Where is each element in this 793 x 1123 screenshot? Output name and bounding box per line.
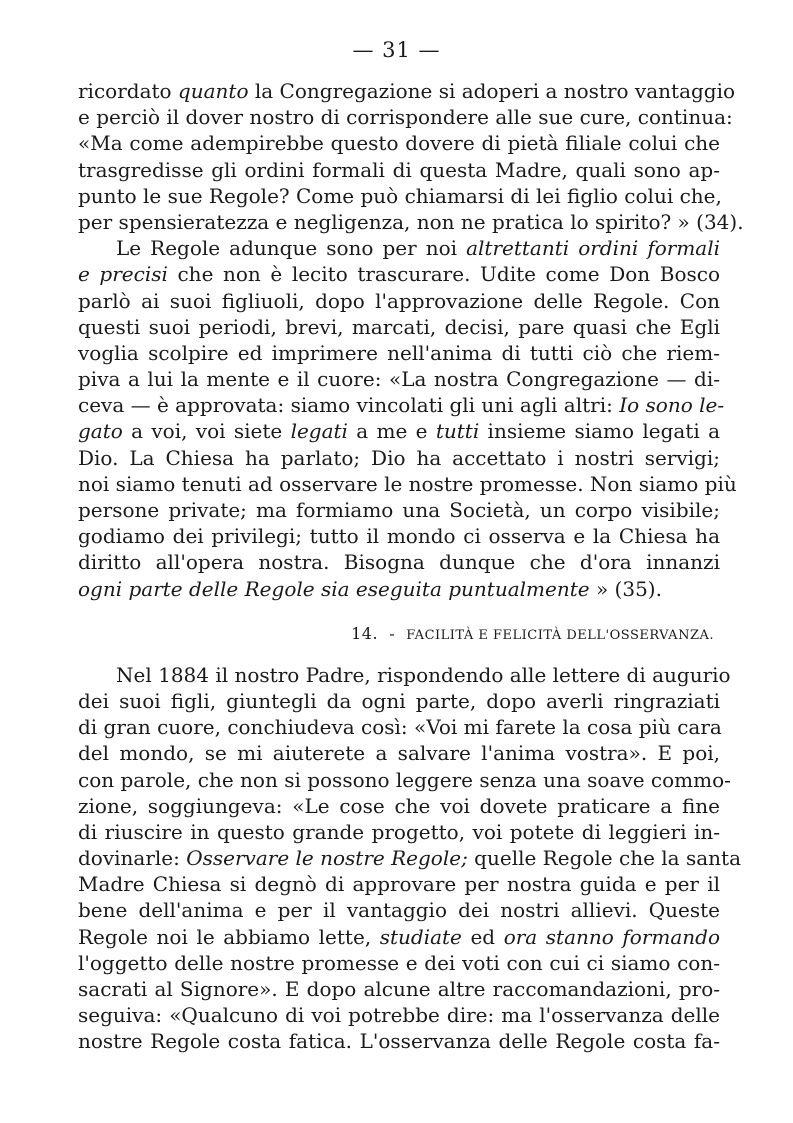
text-run: a me e — [347, 419, 436, 444]
text-line — [78, 392, 725, 418]
text-line — [78, 897, 720, 923]
text-run: l'oggetto delle nostre promesse e dei voti con cui ci siamo con- — [78, 950, 720, 975]
text-line — [78, 261, 720, 287]
text-run: diritto all'opera nostra. Bisogna dunque che d'ora innanzi — [78, 550, 720, 575]
italic-run: gato — [78, 419, 123, 444]
paragraph-group-2 — [78, 662, 741, 1055]
text-line — [78, 845, 741, 871]
text-run: Le Regole adunque sono per noi — [116, 236, 467, 261]
text-run: e perciò il dover nostro di corrispondere alle sue cure, continua: — [78, 105, 733, 130]
text-line — [78, 523, 720, 549]
text-run: Regole noi le abbiamo lette, — [78, 924, 380, 949]
text-run: Dio. La Chiesa ha parlato; Dio ha accettato i nostri servigi; — [78, 445, 720, 470]
italic-run: tutti — [435, 419, 480, 444]
text-run: godiamo dei privilegi; tutto il mondo ci osserva e la Chiesa ha — [78, 524, 720, 549]
text-line — [78, 288, 720, 314]
text-line — [78, 209, 744, 235]
text-run: parlò ai suoi figliuoli, dopo l'approvazione delle Regole. Con — [78, 288, 720, 313]
text-line — [78, 576, 720, 602]
text-run: piva a lui la mente e il cuore: «La nostra Congregazione — di- — [78, 367, 720, 392]
text-run: » (35). — [589, 576, 662, 601]
text-run: questi suoi periodi, brevi, marcati, decisi, pare quasi che Egli — [78, 314, 720, 339]
italic-run: Io sono le- — [619, 393, 725, 418]
italic-run: altrettanti ordini formali — [466, 236, 721, 261]
text-run: del mondo, se mi aiuterete a salvare l'anima vostra». E poi, — [78, 741, 720, 766]
italic-run: Osservare le nostre Regole; — [186, 846, 468, 871]
text-run: voglia scolpire ed imprimere nell'anima di tutti ciò che riem- — [78, 340, 720, 365]
text-line — [78, 340, 720, 366]
text-line — [78, 688, 720, 714]
text-run: seguiva: «Qualcuno di voi potrebbe dire: ma l'osservanza delle — [78, 1003, 720, 1028]
text-line — [78, 1028, 720, 1054]
italic-run: ora stanno formando — [503, 924, 720, 949]
text-line — [78, 471, 737, 497]
italic-run: e precisi — [78, 262, 168, 287]
text-run: ed — [461, 924, 504, 949]
text-run: per spensieratezza e negligenza, non ne pratica lo spirito? » (34). — [78, 209, 744, 234]
text-run: zione, soggiungeva: «Le cose che voi dovete praticare a fine — [78, 793, 720, 818]
section-number: 14. — [351, 623, 379, 643]
text-run: punto le sue Regole? Come può chiamarsi di lei figlio colui che, — [78, 183, 722, 208]
paragraph-group-1 — [78, 78, 744, 602]
italic-run: quanto — [177, 79, 249, 103]
text-run: Madre Chiesa si degnò di approvare per nostra guida e per il — [78, 872, 720, 897]
text-run: noi siamo tenuti ad osservare le nostre promesse. Non siamo più — [78, 471, 737, 496]
section-dash: - — [389, 623, 396, 643]
text-run: dei suoi figli, giuntegli da ogni parte, dopo averli ringraziati — [78, 688, 720, 713]
text-run: insieme siamo legati a — [479, 419, 720, 444]
text-line — [78, 767, 731, 793]
text-line — [78, 793, 720, 819]
text-line — [78, 445, 720, 471]
text-run: la Congregazione si adoperi a nostro vantaggio — [248, 79, 736, 103]
text-line — [78, 549, 720, 575]
text-line — [78, 871, 720, 897]
text-line — [78, 976, 720, 1002]
text-line — [78, 662, 731, 688]
text-line — [78, 740, 720, 766]
body-text — [78, 78, 744, 1055]
section-heading — [78, 602, 720, 652]
text-line — [78, 714, 720, 740]
text-run: che non è lecito trascurare. Udite come Don Bosco — [167, 262, 720, 287]
text-run: con parole, che non si possono leggere senza una soave commo- — [78, 767, 731, 792]
text-line — [78, 418, 720, 444]
text-line — [78, 924, 720, 950]
text-line — [78, 1002, 720, 1028]
text-run: ceva — è approvata: siamo vincolati gli uni agli altri: — [78, 393, 620, 418]
text-run: ricordato — [78, 79, 178, 103]
text-line — [78, 157, 720, 183]
text-line — [78, 950, 720, 976]
text-run: persone private; ma formiamo una Società, un corpo visibile; — [78, 498, 720, 522]
text-run: dovinarle: — [78, 846, 187, 871]
text-line — [78, 104, 733, 130]
text-line — [78, 497, 720, 523]
text-line — [78, 314, 720, 340]
text-run: trasgredisse gli ordini formali di questa Madre, quali sono ap- — [78, 157, 720, 182]
text-run: Nel 1884 il nostro Padre, rispondendo alle lettere di augurio — [116, 662, 731, 687]
page-number: — 31 — — [352, 38, 441, 62]
text-run: a voi, voi siete — [122, 419, 291, 444]
text-run: quelle Regole che la santa — [467, 846, 741, 871]
text-line — [78, 78, 736, 104]
heading-gap — [78, 652, 720, 662]
text-line — [78, 183, 720, 209]
text-line — [78, 366, 720, 392]
italic-run: legati — [290, 419, 348, 444]
text-run: sacrati al Signore». E dopo alcune altre raccomandazioni, pro- — [78, 977, 720, 1001]
text-run: nostre Regole costa fatica. L'osservanza delle Regole costa fa- — [78, 1029, 720, 1054]
text-run: di riuscire in questo grande progetto, voi potete di leggieri in- — [78, 819, 720, 844]
text-run: bene dell'anima e per il vantaggio dei nostri allievi. Queste — [78, 898, 720, 923]
italic-run: ogni parte delle Regole sia eseguita puntualmente — [78, 576, 590, 601]
italic-run: studiate — [379, 924, 462, 949]
text-line — [78, 235, 720, 261]
text-run: di gran cuore, conchiudeva così: «Voi mi farete la cosa più cara — [78, 715, 722, 740]
text-line — [78, 130, 720, 156]
text-line — [78, 819, 720, 845]
text-run: «Ma come adempirebbe questo dovere di pietà filiale colui che — [78, 131, 720, 156]
section-title: FACILITÀ E FELICITÀ DELL'OSSERVANZA. — [406, 627, 714, 643]
